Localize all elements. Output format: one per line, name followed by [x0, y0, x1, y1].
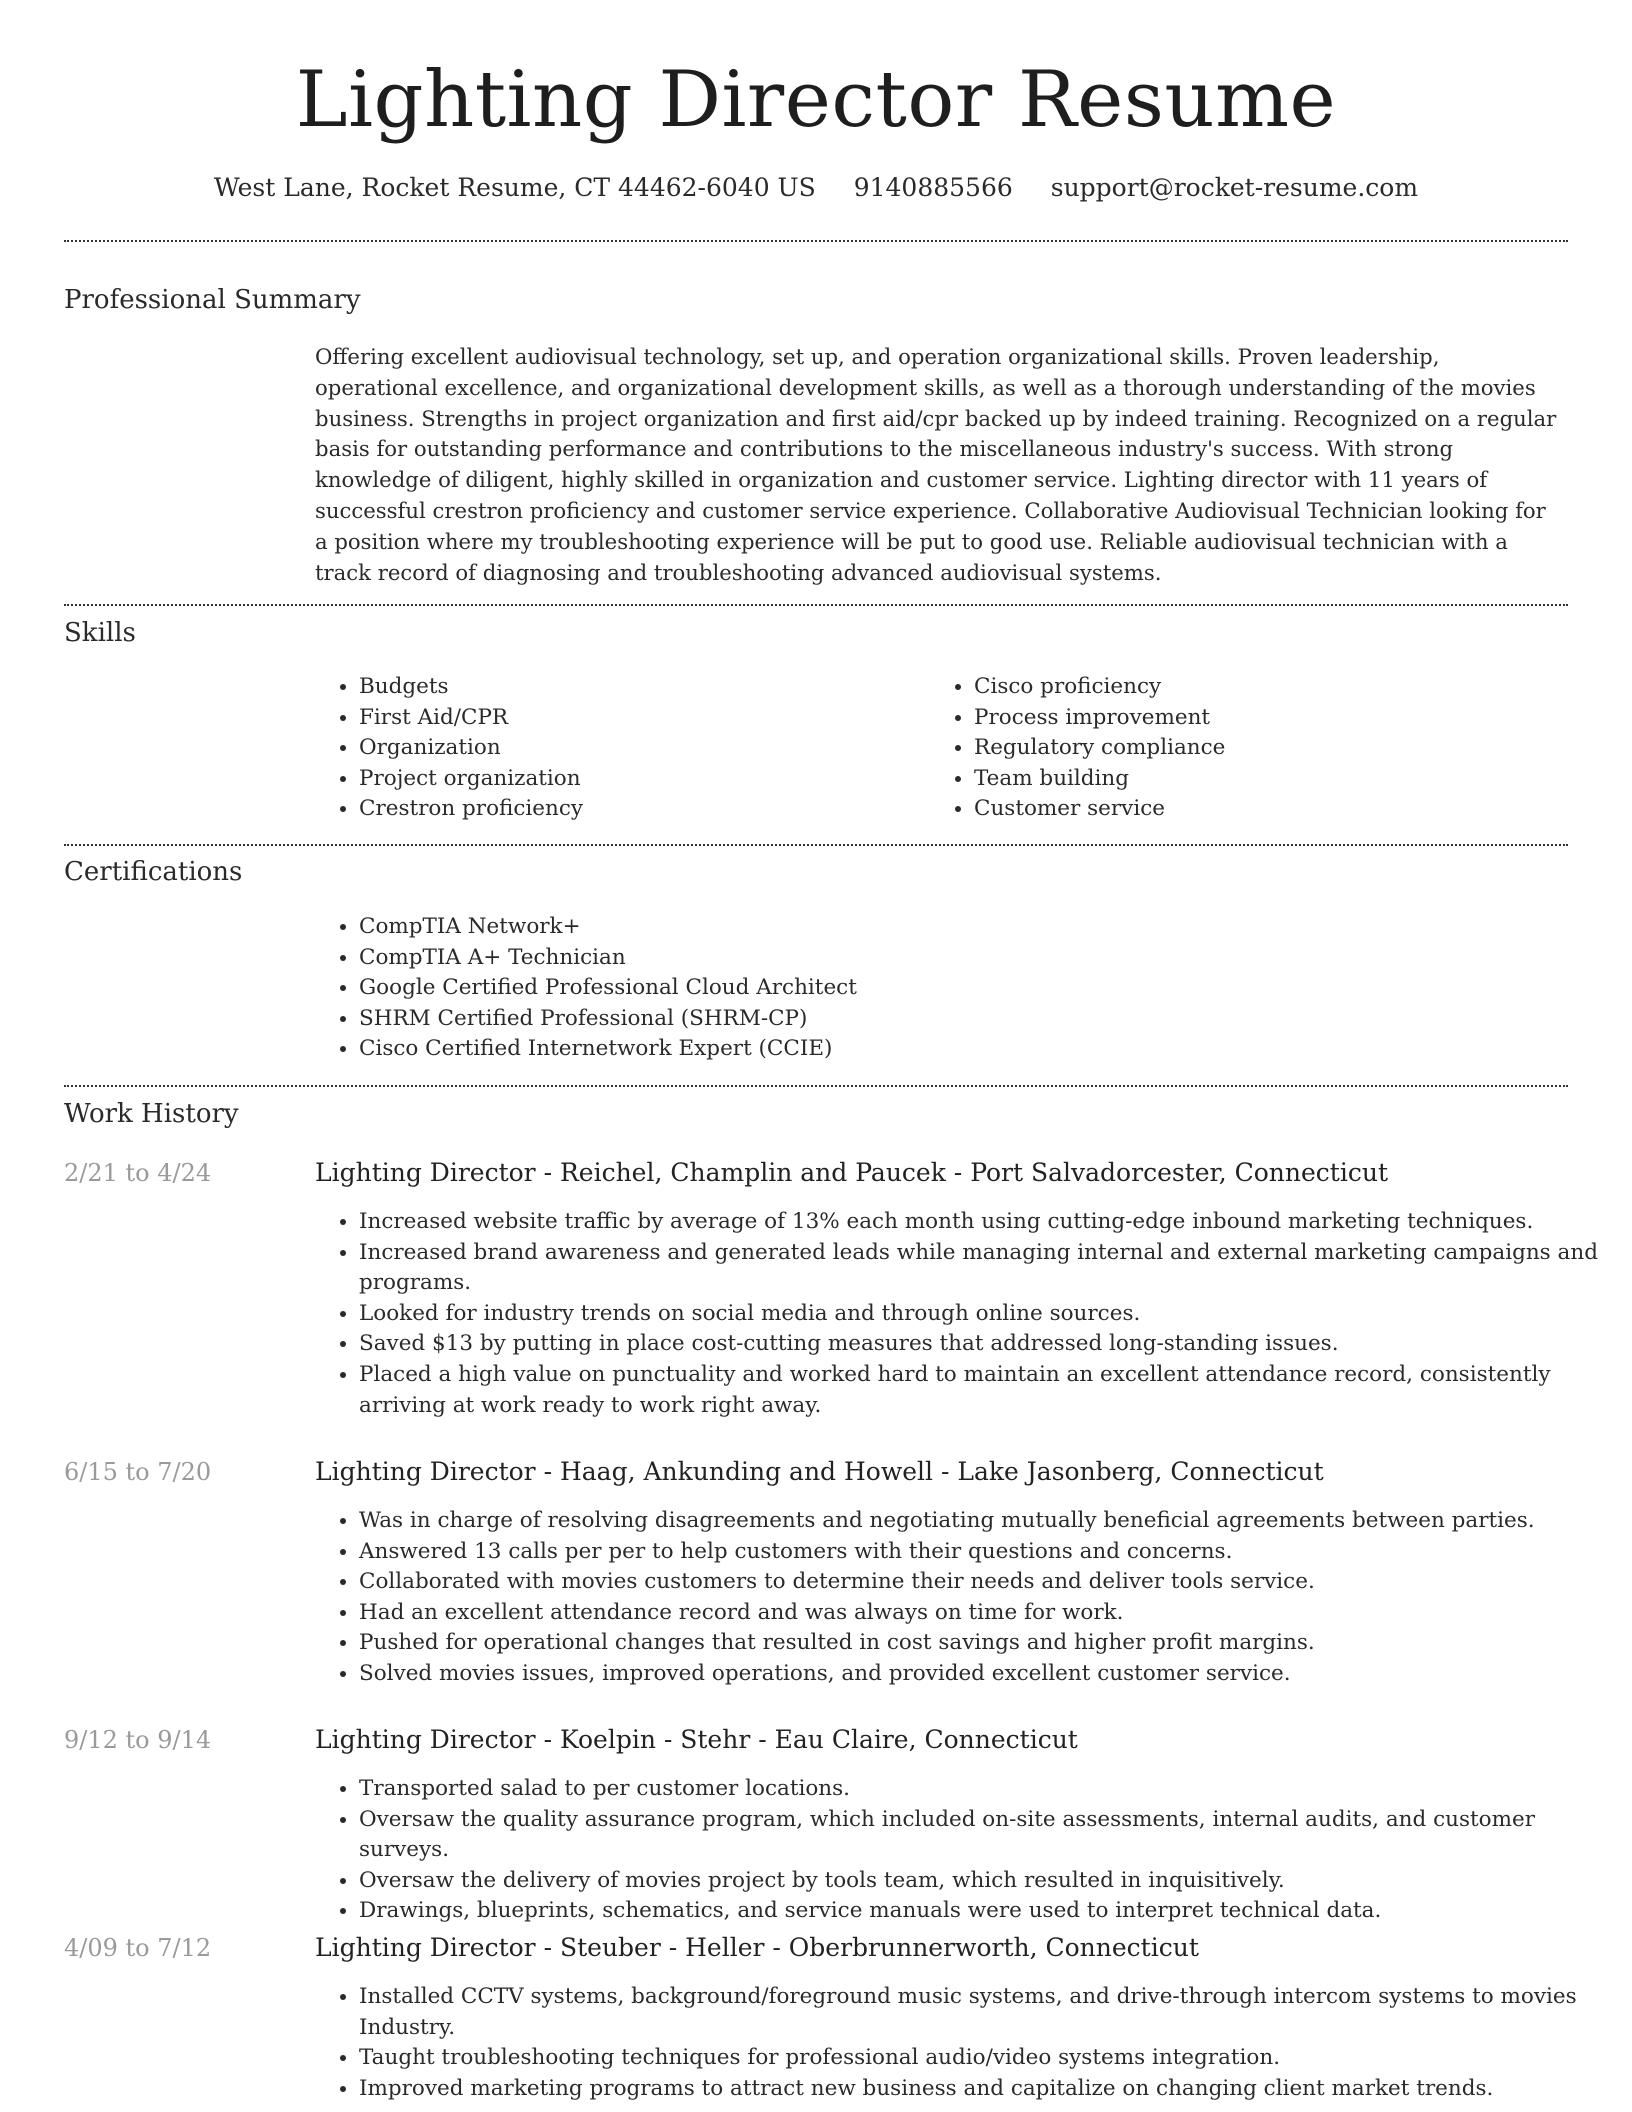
job-bullet: • Answered 13 calls per per to help customers with their questions and concerns.	[359, 1537, 1599, 1568]
skill-item: • Regulatory compliance	[974, 733, 1574, 764]
section-heading-summary: Professional Summary	[64, 285, 361, 315]
job-bullet: • Collaborated with movies customers to determine their needs and deliver tools service.	[359, 1567, 1599, 1598]
contact-line	[0, 172, 1632, 204]
job-bullets	[315, 1506, 1599, 1690]
skill-item: • Team building	[974, 764, 1574, 795]
job-bullet: • Had an excellent attendance record and was always on time for work.	[359, 1598, 1599, 1629]
divider	[64, 240, 1568, 242]
section-heading-work-history: Work History	[64, 1099, 239, 1129]
job-bullet: • Installed CCTV systems, background/foreground music systems, and drive-through intercom systems to movies Industry.	[359, 1982, 1599, 2043]
job-dates: 9/12 to 9/14	[64, 1726, 212, 1754]
job-bullet: • Oversaw the quality assurance program, which included on-site assessments, internal audits, and customer surveys.	[359, 1805, 1599, 1866]
job-bullet: • Improved marketing programs to attract new business and capitalize on changing client market trends.	[359, 2074, 1599, 2105]
job-dates: 6/15 to 7/20	[64, 1458, 212, 1486]
job-bullet: • Was in charge of resolving disagreements and negotiating mutually beneficial agreements between parties.	[359, 1506, 1599, 1537]
skill-item: • Crestron proficiency	[359, 794, 919, 825]
resume-title: Lighting Director Resume	[295, 55, 1337, 145]
certification-item: • SHRM Certified Professional (SHRM-CP)	[359, 1004, 1559, 1035]
skills-list-left	[315, 672, 919, 825]
skill-item: • Customer service	[974, 794, 1574, 825]
job-bullets	[315, 1982, 1599, 2104]
job-bullets	[315, 1774, 1599, 1927]
contact-phone: 9140885566	[853, 173, 1013, 202]
skill-item: • Organization	[359, 733, 919, 764]
skill-item: • Cisco proficiency	[974, 672, 1574, 703]
job-bullet: • Increased brand awareness and generated leads while managing internal and external marketing campaigns and programs.	[359, 1238, 1599, 1299]
job-title: Lighting Director - Koelpin - Stehr - Eau Claire, Connecticut	[315, 1725, 1078, 1754]
certification-item: • Cisco Certified Internetwork Expert (CCIE)	[359, 1034, 1559, 1065]
job-bullets	[315, 1207, 1599, 1421]
summary-text: Offering excellent audiovisual technology, set up, and operation organizational skills. Proven leadership, operational excellence, and organizational development skills, as well as a thorough understanding of the movies business. Strengths in project organization and first aid/cpr backed up by indeed training. Recognized on a regular basis for outstanding performance and contributions to the miscellaneous industry's success. With strong knowledge of diligent, highly skilled in organization and customer service. Lighting director with 11 years of successful crestron proficiency and customer service experience. Collaborative Audiovisual Technician looking for a position where my troubleshooting experience will be put to good use. Reliable audiovisual technician with a track record of diagnosing and troubleshooting advanced audiovisual systems.	[315, 344, 1557, 585]
skills-list-right	[930, 672, 1574, 825]
contact-address: West Lane, Rocket Resume, CT 44462-6040 US	[213, 173, 816, 202]
skill-item: • Budgets	[359, 672, 919, 703]
certification-item: • CompTIA Network+	[359, 912, 1559, 943]
job-bullet: • Oversaw the delivery of movies project by tools team, which resulted in inquisitively.	[359, 1866, 1599, 1897]
job-bullet: • Drawings, blueprints, schematics, and service manuals were used to interpret technical data.	[359, 1896, 1599, 1927]
job-bullet: • Saved $13 by putting in place cost-cutting measures that addressed long-standing issues.	[359, 1329, 1599, 1360]
job-bullet: • Taught troubleshooting techniques for professional audio/video systems integration.	[359, 2043, 1599, 2074]
divider	[64, 844, 1568, 846]
job-bullet: • Transported salad to per customer locations.	[359, 1774, 1599, 1805]
divider	[64, 604, 1568, 606]
job-title: Lighting Director - Haag, Ankunding and Howell - Lake Jasonberg, Connecticut	[315, 1457, 1324, 1486]
job-bullet: • Placed a high value on punctuality and worked hard to maintain an excellent attendance record, consistently arriving at work ready to work right away.	[359, 1360, 1599, 1421]
job-bullet: • Looked for industry trends on social media and through online sources.	[359, 1299, 1599, 1330]
job-bullet: • Pushed for operational changes that resulted in cost savings and higher profit margins.	[359, 1628, 1599, 1659]
job-title: Lighting Director - Reichel, Champlin and Paucek - Port Salvadorcester, Connecticut	[315, 1158, 1388, 1187]
contact-email: support@rocket-resume.com	[1050, 173, 1419, 202]
certification-item: • Google Certified Professional Cloud Architect	[359, 973, 1559, 1004]
job-dates: 2/21 to 4/24	[64, 1159, 212, 1187]
job-dates: 4/09 to 7/12	[64, 1934, 212, 1962]
certifications-list	[315, 912, 1559, 1065]
job-title: Lighting Director - Steuber - Heller - Oberbrunnerworth, Connecticut	[315, 1933, 1199, 1962]
skill-item: • Project organization	[359, 764, 919, 795]
section-heading-certifications: Certifications	[64, 857, 243, 887]
divider	[64, 1085, 1568, 1087]
job-bullet: • Increased website traffic by average of 13% each month using cutting-edge inbound marketing techniques.	[359, 1207, 1599, 1238]
job-bullet: • Solved movies issues, improved operations, and provided excellent customer service.	[359, 1659, 1599, 1690]
skill-item: • First Aid/CPR	[359, 703, 919, 734]
certification-item: • CompTIA A+ Technician	[359, 943, 1559, 974]
skill-item: • Process improvement	[974, 703, 1574, 734]
section-heading-skills: Skills	[64, 618, 136, 648]
